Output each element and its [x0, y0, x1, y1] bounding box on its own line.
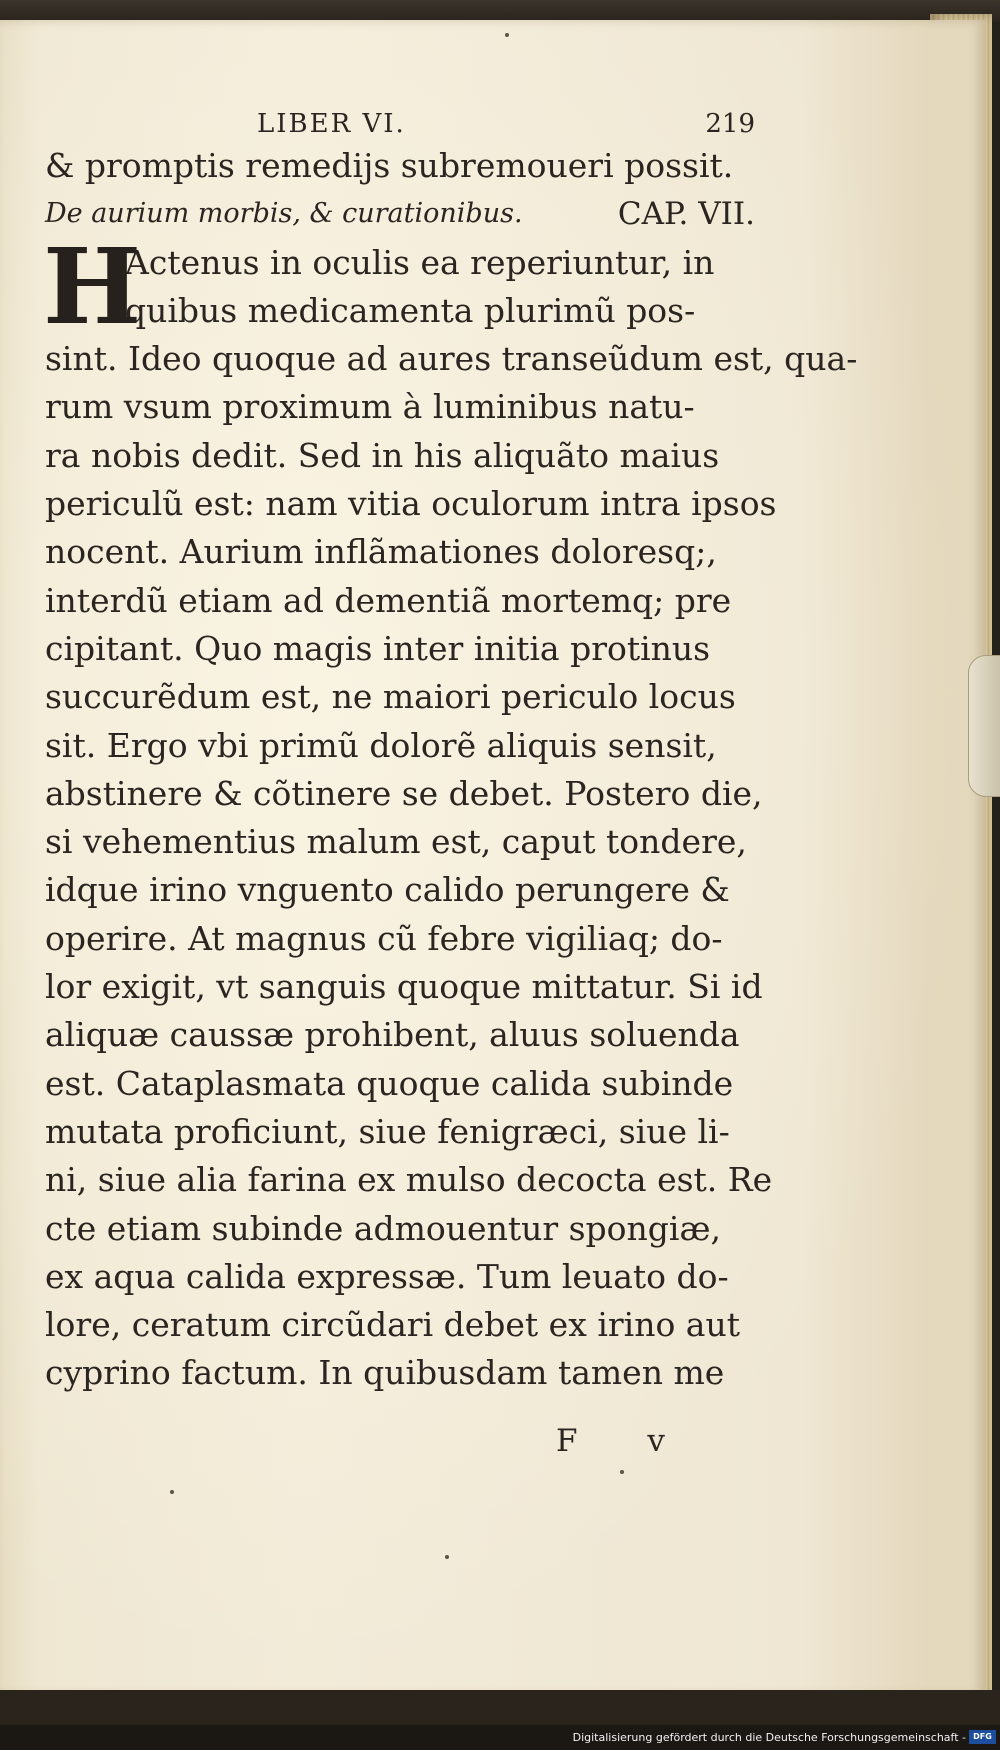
running-head [45, 100, 755, 142]
text-line: quibus medicamenta plurimũ pos- [125, 290, 696, 330]
text-line: periculũ est: nam vitia oculorum intra ipsos [45, 484, 777, 524]
ink-speck [170, 1490, 174, 1494]
dfg-logo[interactable]: DFG [969, 1730, 996, 1744]
text-line: rum vsum proximum à luminibus natu- [45, 387, 695, 427]
text-line: ex aqua calida expressæ. Tum leuato do- [45, 1256, 729, 1296]
text-line: lor exigit, vt sanguis quoque mittatur. Si id [45, 967, 763, 1007]
drop-cap-initial: H [43, 224, 142, 348]
text-line: nocent. Aurium inflãmationes doloresq;, [45, 532, 717, 572]
text-line: succurẽdum est, ne maiori periculo locus [45, 677, 736, 717]
text-line: mutata proficiunt, siue fenigræci, siue li- [45, 1111, 730, 1151]
page-clip-tab [968, 655, 1000, 797]
chapter-title: De aurium morbis, & curationibus. [45, 198, 523, 230]
page-text [43, 100, 858, 1398]
scan-top-edge [0, 0, 1000, 22]
text-line: cte etiam subinde admouentur spongiæ, [45, 1208, 721, 1248]
text-line: si vehementius malum est, caput tondere, [45, 822, 747, 862]
text-line: cyprino factum. In quibusdam tamen me [45, 1353, 725, 1393]
digitization-credit: Digitalisierung gefördert durch die Deutsche Forschungsgemeinschaft - [572, 1731, 966, 1744]
running-title: LIBER VI. [257, 109, 406, 139]
chapter-heading [45, 190, 755, 238]
scan-bottom-edge [0, 1690, 1000, 1725]
text-line: idque irino vnguento calido perungere & [45, 870, 730, 910]
text-line: sit. Ergo vbi primũ dolorẽ aliquis sensit, [45, 725, 717, 765]
chapter-opening [43, 224, 755, 348]
text-line: interdũ etiam ad dementiã mortemq; pre [45, 580, 732, 620]
text-line: ni, siue alia farina ex mulso decocta est. Re [45, 1160, 773, 1200]
text-line: cipitant. Quo magis inter initia protinus [45, 628, 711, 668]
text-line: aliquæ caussæ prohibent, aluus soluenda [45, 1015, 740, 1055]
text-line: sint. Ideo quoque ad aures transeũdum est, qua- [45, 339, 858, 379]
page-number: 219 [705, 109, 755, 139]
signature-mark: F v [556, 1423, 695, 1459]
ink-speck [620, 1470, 624, 1474]
ink-speck [445, 1555, 449, 1559]
text-line: est. Cataplasmata quoque calida subinde [45, 1063, 734, 1103]
text-line: ra nobis dedit. Sed in his aliquãto maius [45, 435, 720, 475]
text-line: lore, ceratum circũdari debet ex irino aut [45, 1305, 740, 1345]
chapter-number: CAP. VII. [617, 196, 755, 233]
ink-speck [505, 33, 509, 37]
text-line: abstinere & cõtinere se debet. Postero die, [45, 773, 763, 813]
text-line: Actenus in oculis ea reperiuntur, in [125, 242, 715, 282]
text-line: & promptis remedijs subremoueri possit. [45, 146, 734, 185]
text-line: operire. At magnus cũ febre vigiliaq; do- [45, 918, 723, 958]
